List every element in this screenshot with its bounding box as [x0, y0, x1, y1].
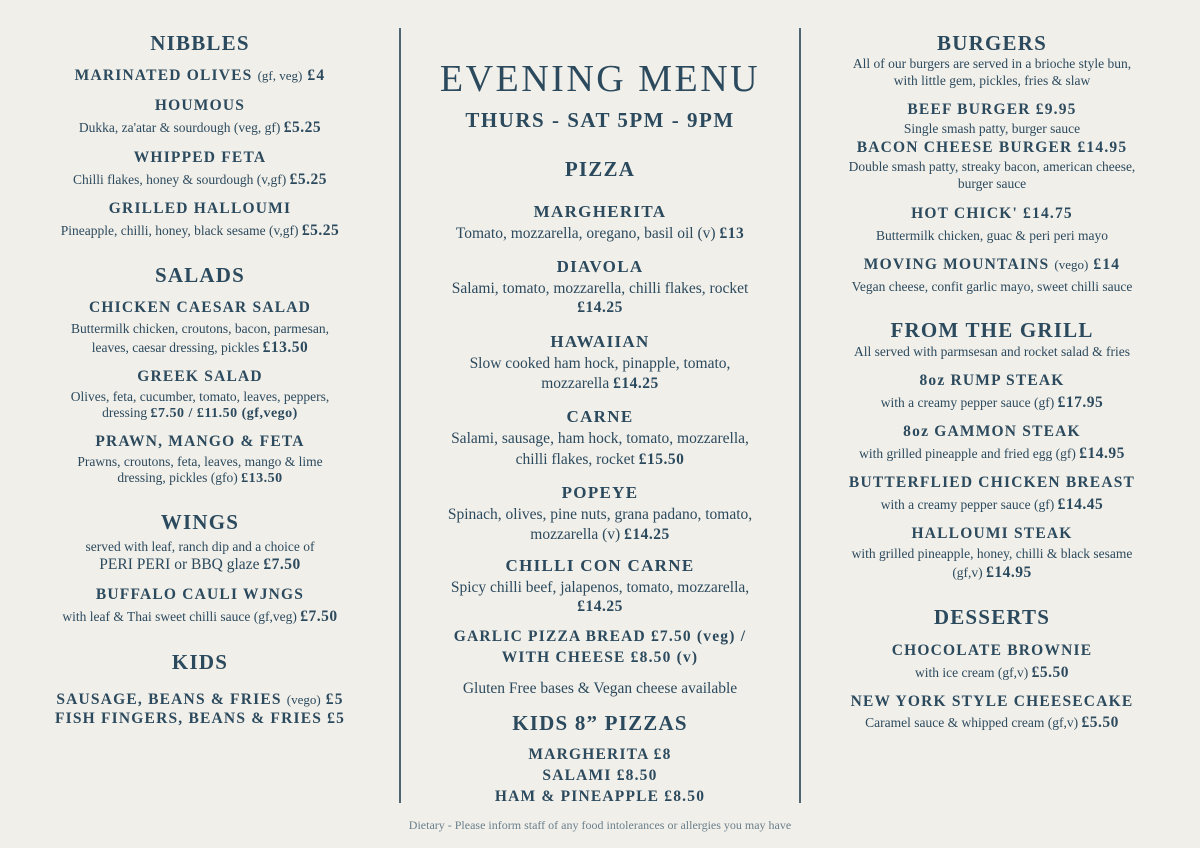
kids-pizzas-heading: KIDS 8” PIZZAS — [512, 711, 688, 735]
diavola-price: £14.25 — [577, 299, 623, 316]
greek-desc-2: dressing £7.50 / £11.50 (gf,vego) — [102, 405, 298, 421]
prawn-desc-2: dressing, pickles (gfo) £13.50 — [117, 470, 283, 486]
chilli-title: CHILLI CON CARNE — [505, 556, 695, 575]
burgers-intro-2: with little gem, pickles, fries & slaw — [893, 73, 1091, 88]
carne-desc-1: Salami, sausage, ham hock, tomato, mozzarella, — [451, 430, 749, 447]
diavola-desc: Salami, tomato, mozzarella, chilli flakes, rocket — [451, 280, 749, 297]
popeye-desc-2: mozzarella (v) £14.25 — [530, 526, 670, 543]
beef-burger-desc: Single smash patty, burger sauce — [903, 121, 1081, 136]
moving-mountains-title: MOVING MOUNTAINS (vego) £14 — [863, 256, 1121, 273]
popeye-title: POPEYE — [561, 483, 639, 502]
bacon-burger-title: BACON CHEESE BURGER £14.95 — [856, 139, 1128, 156]
halloumi-title: GRILLED HALLOUMI — [108, 200, 292, 217]
chilli-desc: Spicy chilli beef, jalapenos, tomato, mozzarella, — [450, 579, 750, 596]
brownie-title: CHOCOLATE BROWNIE — [891, 642, 1093, 659]
chilli-price: £14.25 — [577, 598, 623, 615]
hawaiian-desc-2: mozzarella £14.25 — [541, 375, 659, 392]
caesar-title: CHICKEN CAESAR SALAD — [88, 299, 312, 316]
gammon-title: 8oz GAMMON STEAK — [903, 423, 1081, 440]
gammon-desc: with grilled pineapple and fried egg (gf) £14.95 — [859, 445, 1125, 462]
garlic-bread-line-1: GARLIC PIZZA BREAD £7.50 (veg) / — [453, 628, 747, 645]
kids-pizza-2: SALAMI £8.50 — [542, 767, 658, 784]
rump-desc: with a creamy pepper sauce (gf) £17.95 — [880, 394, 1104, 411]
kids-heading: KIDS — [171, 650, 229, 674]
feta-desc: Chilli flakes, honey & sourdough (v,gf) £5.25 — [73, 171, 327, 188]
dietary-footer: Dietary - Please inform staff of any food intolerances or allergies you may have — [408, 818, 792, 832]
houmous-title: HOUMOUS — [154, 97, 246, 114]
hot-chick-title: HOT CHICK' £14.75 — [911, 205, 1073, 222]
kids-item-1: SAUSAGE, BEANS & FRIES (vego) £5 — [56, 691, 344, 708]
hot-chick-desc: Buttermilk chicken, guac & peri peri mayo — [875, 228, 1109, 243]
chicken-breast-title: BUTTERFLIED CHICKEN BREAST — [848, 474, 1136, 491]
cauli-desc: with leaf & Thai sweet chilli sauce (gf,veg) £7.50 — [62, 608, 338, 625]
column-divider-left — [399, 28, 401, 803]
evening-times: THURS - SAT 5PM - 9PM — [465, 108, 735, 132]
prawn-title: PRAWN, MANGO & FETA — [95, 433, 305, 450]
nibbles-heading: NIBBLES — [150, 31, 250, 55]
halloumi-desc: Pineapple, chilli, honey, black sesame (v,gf) £5.25 — [60, 222, 340, 239]
chicken-breast-desc: with a creamy pepper sauce (gf) £14.45 — [880, 496, 1104, 513]
popeye-desc-1: Spinach, olives, pine nuts, grana padano, tomato, — [447, 506, 753, 523]
brownie-desc: with ice cream (gf,v) £5.50 — [915, 664, 1069, 681]
bacon-burger-desc-2: burger sauce — [957, 176, 1027, 191]
wings-heading: WINGS — [160, 510, 240, 534]
hawaiian-title: HAWAIIAN — [550, 332, 650, 351]
garlic-bread-line-2: WITH CHEESE £8.50 (v) — [501, 649, 699, 666]
rump-title: 8oz RUMP STEAK — [919, 372, 1065, 389]
caesar-desc-1: Buttermilk chicken, croutons, bacon, parmesan, — [71, 321, 329, 336]
cheesecake-desc: Caramel sauce & whipped cream (gf,v) £5.50 — [865, 714, 1119, 731]
gluten-note: Gluten Free bases & Vegan cheese available — [462, 680, 738, 697]
carne-desc-2: chilli flakes, rocket £15.50 — [515, 451, 685, 468]
cheesecake-title: NEW YORK STYLE CHEESECAKE — [850, 693, 1134, 710]
kids-pizza-3: HAM & PINEAPPLE £8.50 — [494, 788, 706, 805]
halloumi-steak-desc-2: (gf,v) £14.95 — [952, 564, 1032, 581]
greek-desc-1: Olives, feta, cucumber, tomato, leaves, peppers, — [70, 389, 330, 404]
evening-menu-title: EVENING MENU — [439, 58, 761, 100]
wings-desc-1: served with leaf, ranch dip and a choice of — [85, 539, 315, 554]
margherita-title: MARGHERITA — [533, 202, 667, 221]
moving-mountains-desc: Vegan cheese, confit garlic mayo, sweet chilli sauce — [851, 279, 1133, 294]
olives-title: MARINATED OLIVES (gf, veg) £4 — [74, 67, 326, 84]
salads-heading: SALADS — [154, 263, 246, 287]
bacon-burger-desc-1: Double smash patty, streaky bacon, american cheese, — [848, 159, 1136, 174]
column-divider-right — [799, 28, 801, 803]
diavola-title: DIAVOLA — [556, 257, 644, 276]
houmous-desc: Dukka, za'atar & sourdough (veg, gf) £5.25 — [78, 119, 322, 136]
beef-burger-title: BEEF BURGER £9.95 — [907, 101, 1077, 118]
wings-desc-2: PERI PERI or BBQ glaze £7.50 — [99, 556, 301, 573]
burgers-intro-1: All of our burgers are served in a brioche style bun, — [852, 56, 1132, 71]
burgers-heading: BURGERS — [937, 31, 1047, 55]
hawaiian-desc-1: Slow cooked ham hock, pinapple, tomato, — [469, 355, 731, 372]
caesar-desc-2: leaves, caesar dressing, pickles £13.50 — [91, 339, 309, 356]
cauli-title: BUFFALO CAULI WJNGS — [95, 586, 305, 603]
margherita-desc: Tomato, mozzarella, oregano, basil oil (v) £13 — [455, 225, 745, 242]
halloumi-steak-desc-1: with grilled pineapple, honey, chilli & black sesame — [851, 546, 1133, 561]
desserts-heading: DESSERTS — [933, 605, 1051, 629]
kids-pizza-1: MARGHERITA £8 — [528, 746, 672, 763]
pizza-heading: PIZZA — [564, 157, 636, 181]
prawn-desc-1: Prawns, croutons, feta, leaves, mango & lime — [77, 454, 323, 469]
grill-heading: FROM THE GRILL — [890, 318, 1094, 342]
halloumi-steak-title: HALLOUMI STEAK — [911, 525, 1073, 542]
carne-title: CARNE — [566, 407, 634, 426]
kids-item-2: FISH FINGERS, BEANS & FRIES £5 — [54, 710, 346, 727]
greek-title: GREEK SALAD — [137, 368, 263, 385]
grill-intro: All served with parmsesan and rocket salad & fries — [854, 344, 1130, 359]
feta-title: WHIPPED FETA — [133, 149, 267, 166]
